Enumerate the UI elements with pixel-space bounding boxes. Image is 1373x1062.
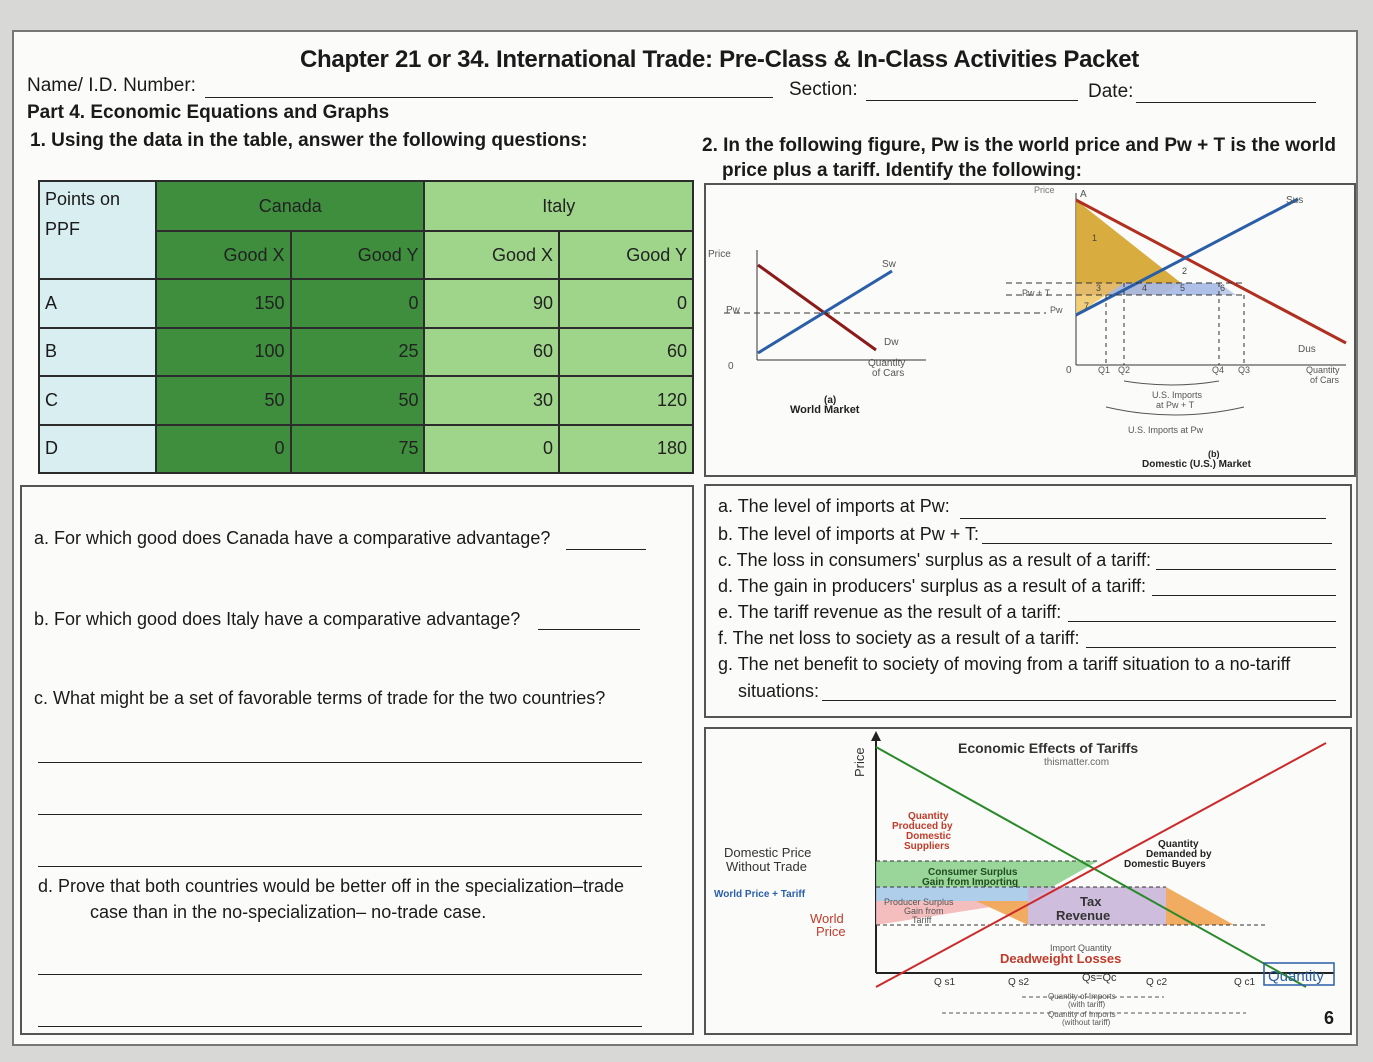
q2f-answer-line[interactable] [1086,647,1336,648]
q2c-answer-line[interactable] [1156,569,1336,570]
q4-axis-label: Q4 [1212,365,1225,375]
page-title: Chapter 21 or 34. International Trade: Pre-Class & In-Class Activities Packet [300,46,1139,73]
domestic-qty-label-2: of Cars [1310,375,1340,385]
table-cell: 120 [559,376,693,425]
table-cell: 150 [156,279,291,328]
qty-produced-label-3: Domestic [906,831,952,842]
qc2-label: Q c2 [1146,977,1168,988]
consumer-surplus-label-2: Gain from Importing [922,877,1019,888]
consumer-surplus-label: Consumer Surplus [928,867,1018,878]
q2-prompt-line2: price plus a tariff. Identify the following: [722,160,1082,181]
qty-produced-label-2: Produced by [892,821,953,832]
area-1-label: 1 [1092,233,1098,243]
area-4-label: 4 [1142,283,1148,293]
q1c-answer-line[interactable] [38,866,642,867]
point-label: B [39,328,156,377]
imports-without-tariff-label: Quantity of Imports [1048,1010,1116,1019]
pw-label-world: Pw [726,305,740,316]
q1c-answer-line[interactable] [38,814,642,815]
q1d-answer-line[interactable] [38,1026,642,1027]
q1b-text: b. For which good does Italy have a comparative advantage? [34,609,521,629]
producer-surplus-label-3: Tariff [912,915,932,925]
area-5-label: 5 [1180,283,1186,293]
q3-axis-label: Q3 [1238,365,1251,375]
section-answer-line[interactable] [866,100,1078,101]
sw-label: Sw [882,259,896,270]
table-cell: 75 [291,425,425,474]
table-cell: 0 [156,425,291,474]
q1c-text: c. What might be a set of favorable terms of trade for the two countries? [34,688,606,708]
table-row [39,376,693,425]
imports-with-tariff-label: Quantity of Imports [1048,992,1116,1001]
table-cell: 50 [291,376,425,425]
world-market-caption: World Market [790,404,860,416]
imports-with-tariff-label-2: (with tariff) [1068,1000,1106,1009]
q2e-text: e. The tariff revenue as the result of a tariff: [718,602,1062,622]
q1-answers-panel [20,485,694,1035]
q1c-answer-line[interactable] [38,762,642,763]
table-cell: 90 [424,279,559,328]
q2c-text: c. The loss in consumers' surplus as a result of a tariff: [718,550,1151,570]
point-label: C [39,376,156,425]
dw-label: Dw [884,337,899,348]
country-canada: Canada [156,181,424,231]
qs1-label: Q s1 [934,977,956,988]
point-label: D [39,425,156,474]
q2e-answer-line[interactable] [1068,621,1336,622]
area-2-label: 2 [1182,266,1188,276]
q2-axis-label: Q2 [1118,365,1131,375]
good-header: Good X [156,231,291,279]
deadweight-losses-label: Deadweight Losses [1000,951,1122,966]
table-row [39,279,693,328]
row-header-cell: Points on PPF [39,181,156,279]
tariff-figure-site: thismatter.com [1044,757,1110,768]
q2b-answer-line[interactable] [982,543,1332,544]
point-a-label: A [1080,189,1087,200]
zero-label-domestic: 0 [1066,365,1072,376]
table-cell: 50 [156,376,291,425]
table-cell: 0 [291,279,425,328]
qty-produced-label-4: Suppliers [904,841,950,852]
sus-label: Sus [1286,195,1304,206]
economic-effects-figure [706,729,1350,1033]
q1d-text-2: case than in the no-specialization– no-trade case. [90,902,487,922]
qsqc-label: Qs=Qc [1082,972,1117,984]
world-qty-label-2: of Cars [872,368,905,379]
q1b-answer-line[interactable] [538,629,640,630]
table-cell: 100 [156,328,291,377]
qs2-label: Q s2 [1008,977,1030,988]
q2g-text-2: situations: [738,681,820,701]
domestic-price-axis-label: Price [1034,185,1055,195]
q2d-text: d. The gain in producers' surplus as a result of a tariff: [718,576,1147,596]
point-label: A [39,279,156,328]
q1-prompt: 1. Using the data in the table, answer the following questions: [30,130,588,151]
q1d-text: d. Prove that both countries would be better off in the specialization–trade [38,876,625,896]
tax-revenue-label: Tax [1080,894,1102,909]
qty-produced-label: Quantity [908,811,949,822]
q2a-text: a. The level of imports at Pw: [718,496,950,516]
imports-tariff-label-2: at Pw + T [1156,400,1195,410]
domestic-market-caption: Domestic (U.S.) Market [1142,459,1251,470]
area-3-label: 3 [1096,283,1102,293]
qty-demanded-label-3: Domestic Buyers [1124,859,1206,870]
imports-without-tariff-label-2: (without tariff) [1062,1018,1111,1027]
table-cell: 30 [424,376,559,425]
producer-surplus-label-2: Gain from [904,906,944,916]
q2g-answer-line[interactable] [822,700,1336,701]
tariff-price-axis-label: Price [852,747,867,777]
producer-surplus-label: Producer Surplus [884,897,954,907]
q2a-answer-line[interactable] [960,518,1326,519]
date-answer-line[interactable] [1136,102,1316,103]
world-price-axis-label: Price [708,249,731,260]
name-answer-line[interactable] [205,97,773,98]
world-panel-label: (a) [824,395,837,406]
table-cell: 60 [559,328,693,377]
domestic-price-label: Domestic Price [724,845,812,860]
world-price-label-2: Price [816,924,846,939]
section-label: Section: [789,79,858,100]
qty-demanded-label: Quantity [1158,839,1199,850]
zero-label-world: 0 [728,361,734,372]
import-quantity-label: Import Quantity [1050,943,1112,953]
date-label: Date: [1088,81,1134,102]
good-header: Good Y [559,231,693,279]
q2b-text: b. The level of imports at Pw + T: [718,524,979,544]
good-header: Good Y [291,231,425,279]
tariff-effects-panel [704,727,1352,1035]
country-italy: Italy [424,181,693,231]
good-header: Good X [424,231,559,279]
q1d-answer-line[interactable] [38,974,642,975]
area-7-label: 7 [1084,301,1090,311]
table-row [39,425,693,474]
q1a-answer-line[interactable] [566,549,646,550]
world-qty-label: Quantity [868,358,906,369]
domestic-price-label-2: Without Trade [726,859,807,874]
world-price-tariff-label: World Price + Tariff [714,889,806,900]
dus-label: Dus [1298,344,1316,355]
q2f-text: f. The net loss to society as a result of a tariff: [718,628,1080,648]
qc1-label: Q c1 [1234,977,1256,988]
q2-prompt-line1: 2. In the following figure, Pw is the world price and Pw + T is the world [702,135,1336,156]
quantity-axis-label: Quantity [1268,968,1324,985]
page-number: 6 [1324,1008,1335,1028]
pwt-label: Pw + T [1022,288,1051,298]
name-label: Name/ I.D. Number: [27,75,196,96]
domestic-panel-label: (b) [1208,449,1220,459]
qty-demanded-label-2: Demanded by [1146,849,1212,860]
pw-label-domestic: Pw [1050,305,1063,315]
imports-tariff-label: U.S. Imports [1152,390,1203,400]
tariff-figure-title: Economic Effects of Tariffs [958,740,1139,756]
q2d-answer-line[interactable] [1152,595,1336,596]
ppf-table [38,180,694,474]
q1a-text: a. For which good does Canada have a comparative advantage? [34,528,551,548]
tax-revenue-label-2: Revenue [1056,908,1111,923]
part-label: Part 4. Economic Equations and Graphs [27,102,390,123]
table-cell: 0 [559,279,693,328]
area-6-label: 6 [1220,283,1226,293]
table-cell: 180 [559,425,693,474]
world-price-label: World [810,911,844,926]
table-row [39,328,693,377]
imports-pw-label: U.S. Imports at Pw [1128,425,1204,435]
domestic-qty-label: Quantity [1306,365,1340,375]
q2g-text: g. The net benefit to society of moving from a tariff situation to a no-tariff [718,654,1291,674]
tariff-figure-panel [704,183,1356,477]
world-domestic-market-figure [706,185,1354,475]
q1-axis-label: Q1 [1098,365,1111,375]
table-cell: 25 [291,328,425,377]
table-cell: 60 [424,328,559,377]
table-cell: 0 [424,425,559,474]
